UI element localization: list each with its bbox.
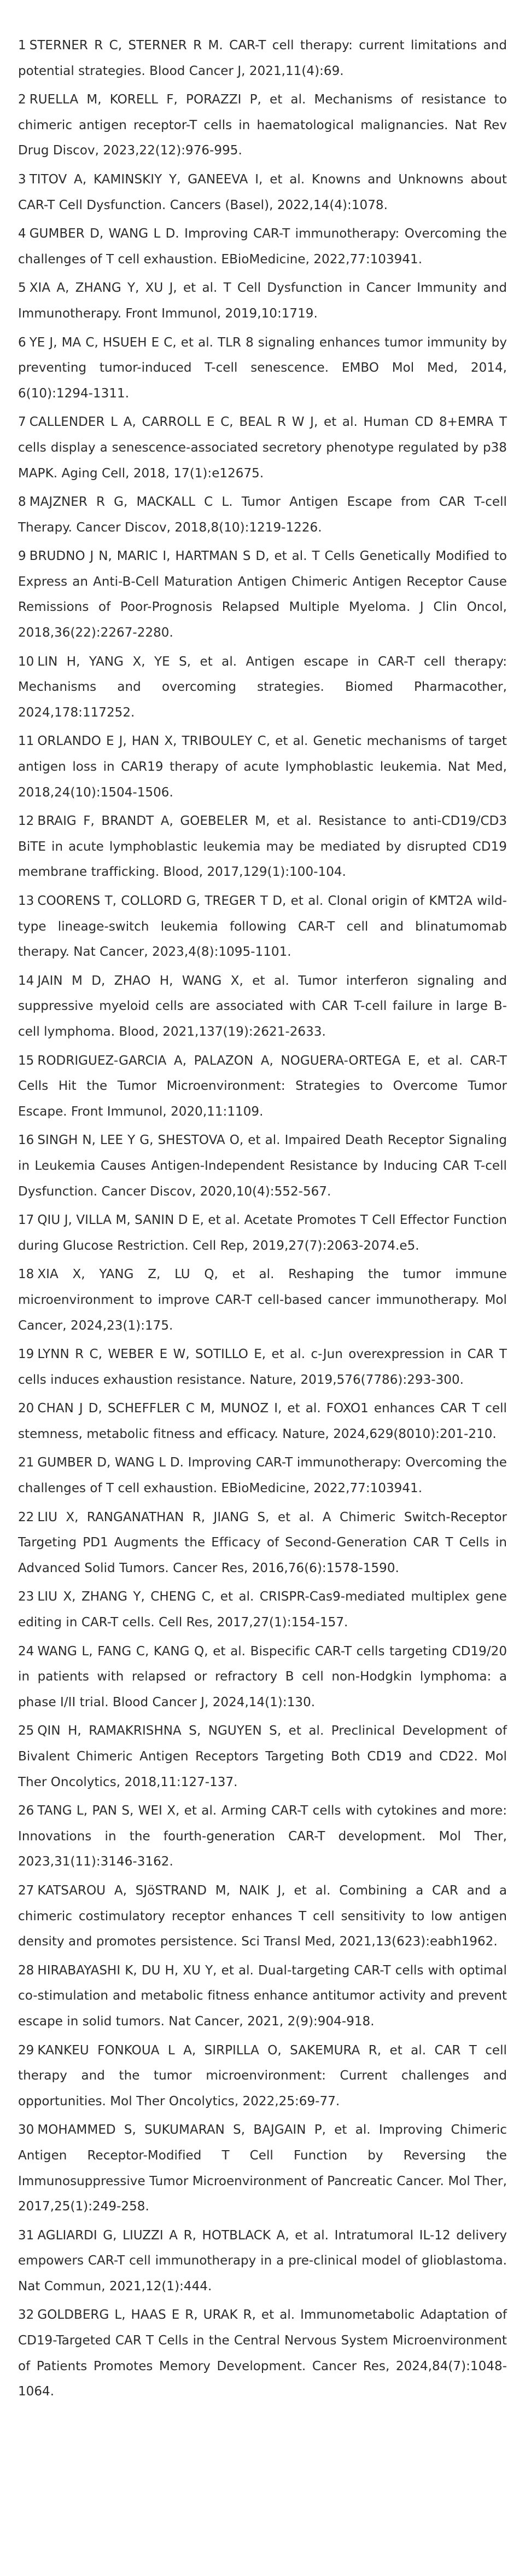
reference-item [18,1798,507,1875]
reference-number: 17 [18,1213,34,1228]
reference-item [18,1718,507,1795]
reference-item [18,1584,507,1635]
reference-number: 31 [18,2228,34,2243]
reference-text: MOHAMMED S, SUKUMARAN S, BAJGAIN P, et al. Improving Chimeric Antigen Receptor-Modified T Cell Function by Reversing the Immunosuppressive Tumor Microenvironment of Pancreatic Cancer. Mol Ther, 2017,25(1):249-258. [18,2123,507,2214]
reference-text: KATSAROU A, SJöSTRAND M, NAIK J, et al. Combining a CAR and a chimeric costimulatory receptor enhances T cell sensitivity to low antigen density and promotes persistence. Sci Transl Med, 2021,13(623):eabh1962. [18,1883,507,1949]
reference-item [18,1878,507,1955]
reference-text: JAIN M D, ZHAO H, WANG X, et al. Tumor interferon signaling and suppressive myeloid cells are associated with CAR T-cell failure in large B-cell lymphoma. Blood, 2021,137(19):2621-2633. [18,973,507,1039]
reference-item [18,489,507,540]
reference-number: 6 [18,335,26,350]
reference-number: 32 [18,2308,34,2323]
reference-text: XIA X, YANG Z, LU Q, et al. Reshaping the tumor immune microenvironment to improve CAR-T cell-based cancer immunotherapy. Mol Cancer, 2024,23(1):175. [18,1267,507,1333]
reference-item [18,1048,507,1125]
reference-list [18,33,507,2405]
reference-number: 30 [18,2123,34,2138]
reference-text: LYNN R C, WEBER E W, SOTILLO E, et al. c-Jun overexpression in CAR T cells induces exhaustion resistance. Nature, 2019,576(7786):293-300. [18,1347,507,1387]
reference-text: STERNER R C, STERNER R M. CAR-T cell therapy: current limitations and potential strategies. Blood Cancer J, 2021,11(4):69. [18,38,507,78]
reference-text: GUMBER D, WANG L D. Improving CAR-T immunotherapy: Overcoming the challenges of T cell exhaustion. EBioMedicine, 2022,77:103941. [18,227,507,267]
reference-number: 22 [18,1510,34,1524]
reference-text: SINGH N, LEE Y G, SHESTOVA O, et al. Impaired Death Receptor Signaling in Leukemia Causes Antigen-Independent Resistance by Inducing CAR T-cell Dysfunction. Cancer Discov, 2020,10(4):552-567. [18,1133,507,1199]
reference-text: BRAIG F, BRANDT A, GOEBELER M, et al. Resistance to anti-CD19/CD3 BiTE in acute lymphoblastic leukemia may be mediated by disrupted CD19 membrane trafficking. Blood, 2017,129(1):100-104. [18,814,507,880]
reference-text: TITOV A, KAMINSKIY Y, GANEEVA I, et al. Knowns and Unknowns about CAR-T Cell Dysfunction. Cancers (Basel), 2022,14(4):1078. [18,172,507,212]
reference-item [18,2038,507,2115]
reference-number: 10 [18,654,34,669]
reference-text: XIA A, ZHANG Y, XU J, et al. T Cell Dysfunction in Cancer Immunity and Immunotherapy. Front Immunol, 2019,10:1719. [18,281,507,321]
reference-item [18,167,507,218]
reference-item [18,968,507,1045]
reference-item [18,33,507,84]
reference-item [18,1450,507,1501]
reference-item [18,1262,507,1338]
reference-number: 8 [18,495,26,510]
reference-item [18,221,507,272]
reference-number: 3 [18,172,26,187]
reference-item [18,2117,507,2219]
reference-text: GOLDBERG L, HAAS E R, URAK R, et al. Immunometabolic Adaptation of CD19-Targeted CAR T Cells in the Central Nervous System Microenvironment of Patients Promotes Memory Development. Cancer Res, 2024,84(7):1048-1064. [18,2308,507,2399]
reference-text: COORENS T, COLLORD G, TREGER T D, et al. Clonal origin of KMT2A wild-type lineage-switch leukemia following CAR-T cell and blinatumomab therapy. Nat Cancer, 2023,4(8):1095-1101. [18,894,507,960]
reference-item [18,1505,507,1581]
reference-number: 20 [18,1401,34,1416]
reference-number: 18 [18,1267,34,1282]
reference-text: RUELLA M, KORELL F, PORAZZI P, et al. Mechanisms of resistance to chimeric antigen receptor-T cells in haematological malignancies. Nat Rev Drug Discov, 2023,22(12):976-995. [18,93,507,158]
reference-number: 4 [18,227,26,241]
reference-item [18,1128,507,1204]
reference-item [18,729,507,805]
reference-number: 28 [18,1963,34,1978]
reference-number: 27 [18,1883,34,1898]
reference-item [18,1639,507,1716]
reference-number: 26 [18,1804,34,1818]
reference-number: 14 [18,973,34,988]
reference-item [18,275,507,326]
reference-number: 16 [18,1133,34,1148]
reference-text: LIU X, ZHANG Y, CHENG C, et al. CRISPR-Cas9-mediated multiplex gene editing in CAR-T cells. Cell Res, 2017,27(1):154-157. [18,1590,507,1630]
reference-number: 15 [18,1053,34,1068]
reference-text: ORLANDO E J, HAN X, TRIBOULEY C, et al. Genetic mechanisms of target antigen loss in CAR19 therapy of acute lymphoblastic leukemia. Nat Med, 2018,24(10):1504-1506. [18,734,507,800]
reference-text: KANKEU FONKOUA L A, SIRPILLA O, SAKEMURA R, et al. CAR T cell therapy and the tumor microenvironment: Current challenges and opportunities. Mol Ther Oncolytics, 2022,25:69-77. [18,2043,507,2109]
reference-number: 5 [18,281,26,296]
reference-text: QIU J, VILLA M, SANIN D E, et al. Acetate Promotes T Cell Effector Function during Glucose Restriction. Cell Rep, 2019,27(7):2063-2074.e5. [18,1213,507,1253]
reference-text: MAJZNER R G, MACKALL C L. Tumor Antigen Escape from CAR T-cell Therapy. Cancer Discov, 2018,8(10):1219-1226. [18,495,507,535]
reference-text: HIRABAYASHI K, DU H, XU Y, et al. Dual-targeting CAR-T cells with optimal co-stimulation and metabolic fitness enhance antitumor activity and prevent escape in solid tumors. Nat Cancer, 2021, 2(9):904-918. [18,1963,507,2029]
reference-item [18,87,507,164]
reference-text: GUMBER D, WANG L D. Improving CAR-T immunotherapy: Overcoming the challenges of T cell exhaustion. EBioMedicine, 2022,77:103941. [18,1456,507,1496]
reference-number: 1 [18,38,26,53]
reference-item [18,544,507,645]
reference-text: TANG L, PAN S, WEI X, et al. Arming CAR-T cells with cytokines and more: Innovations in the fourth-generation CAR-T development. Mol Ther, 2023,31(11):3146-3162. [18,1804,507,1869]
reference-number: 11 [18,734,34,749]
reference-number: 19 [18,1347,34,1362]
reference-number: 9 [18,549,26,564]
reference-text: BRUDNO J N, MARIC I, HARTMAN S D, et al. T Cells Genetically Modified to Express an Anti-B-Cell Maturation Antigen Chimeric Antigen Receptor Cause Remissions of Poor-Prognosis Relapsed Multiple Myeloma. J Clin Oncol, 2018,36(22):2267-2280. [18,549,507,640]
reference-item [18,1958,507,2035]
reference-number: 12 [18,814,34,829]
reference-number: 7 [18,415,26,430]
reference-item [18,649,507,726]
reference-item [18,808,507,885]
reference-text: LIU X, RANGANATHAN R, JIANG S, et al. A Chimeric Switch-Receptor Targeting PD1 Augments the Efficacy of Second-Generation CAR T Cells in Advanced Solid Tumors. Cancer Res, 2016,76(6):1578-1590. [18,1510,507,1575]
reference-number: 2 [18,93,26,107]
reference-text: QIN H, RAMAKRISHNA S, NGUYEN S, et al. Preclinical Development of Bivalent Chimeric Antigen Receptors Targeting Both CD19 and CD22. Mol Ther Oncolytics, 2018,11:127-137. [18,1724,507,1789]
reference-number: 29 [18,2043,34,2058]
reference-item [18,330,507,407]
reference-number: 24 [18,1644,34,1659]
reference-item [18,409,507,486]
reference-text: AGLIARDI G, LIUZZI A R, HOTBLACK A, et al. Intratumoral IL-12 delivery empowers CAR-T cell immunotherapy in a pre-clinical model of glioblastoma. Nat Commun, 2021,12(1):444. [18,2228,507,2294]
reference-item [18,2223,507,2300]
reference-text: RODRIGUEZ-GARCIA A, PALAZON A, NOGUERA-ORTEGA E, et al. CAR-T Cells Hit the Tumor Microenvironment: Strategies to Overcome Tumor Escape. Front Immunol, 2020,11:1109. [18,1053,507,1119]
reference-item [18,2302,507,2404]
reference-item [18,1342,507,1393]
reference-number: 25 [18,1724,34,1738]
reference-number: 13 [18,894,34,908]
reference-item [18,888,507,965]
reference-item [18,1208,507,1258]
reference-text: CHAN J D, SCHEFFLER C M, MUNOZ I, et al. FOXO1 enhances CAR T cell stemness, metabolic fitness and efficacy. Nature, 2024,629(8010):201-210. [18,1401,507,1441]
reference-number: 23 [18,1590,34,1604]
reference-text: WANG L, FANG C, KANG Q, et al. Bispecific CAR-T cells targeting CD19/20 in patients with relapsed or refractory B cell non-Hodgkin lymphoma: a phase I/II trial. Blood Cancer J, 2024,14(1):130. [18,1644,507,1709]
reference-text: CALLENDER L A, CARROLL E C, BEAL R W J, et al. Human CD 8+EMRA T cells display a senescence-associated secretory phenotype regulated by p38 MAPK. Aging Cell, 2018, 17(1):e12675. [18,415,507,481]
reference-text: LIN H, YANG X, YE S, et al. Antigen escape in CAR-T cell therapy: Mechanisms and overcoming strategies. Biomed Pharmacother, 2024,178:117252. [18,654,507,720]
reference-item [18,1396,507,1447]
reference-text: YE J, MA C, HSUEH E C, et al. TLR 8 signaling enhances tumor immunity by preventing tumor-induced T-cell senescence. EMBO Mol Med, 2014, 6(10):1294-1311. [18,335,507,401]
reference-number: 21 [18,1456,34,1470]
